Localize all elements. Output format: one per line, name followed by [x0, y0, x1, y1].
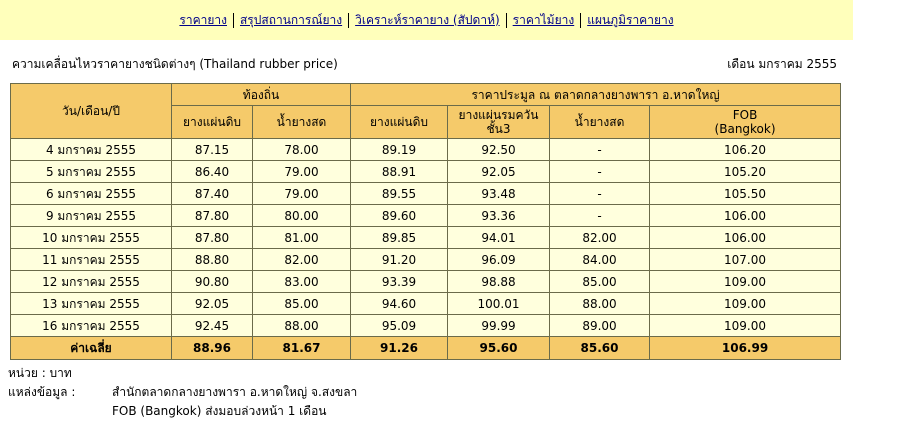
- header-market-latex: น้ำยางสด: [550, 106, 650, 139]
- row-date-cell: 5 มกราคม 2555: [11, 161, 172, 183]
- nav-divider: [580, 13, 581, 28]
- price-cell: 88.00: [550, 293, 650, 315]
- source-row-2: [8, 402, 357, 421]
- price-cell: 93.39: [351, 271, 448, 293]
- price-cell: 98.88: [448, 271, 550, 293]
- header-market-smoked-label: ยางแผ่นรมควัน ชั้น3: [458, 108, 539, 136]
- source-line-2: FOB (Bangkok) ส่งมอบล่วงหน้า 1 เดือน: [112, 404, 327, 418]
- price-cell: 92.05: [448, 161, 550, 183]
- average-cell: 81.67: [253, 337, 351, 360]
- price-cell: 83.00: [253, 271, 351, 293]
- header-fob-line1: FOB: [732, 108, 758, 122]
- average-label: ค่าเฉลี่ย: [11, 337, 172, 360]
- price-cell: 93.36: [448, 205, 550, 227]
- table-row: [11, 183, 841, 205]
- price-cell: -: [550, 139, 650, 161]
- price-cell: 105.20: [650, 161, 841, 183]
- price-cell: -: [550, 205, 650, 227]
- average-cell: 95.60: [448, 337, 550, 360]
- row-date-cell: 6 มกราคม 2555: [11, 183, 172, 205]
- nav-divider: [348, 13, 349, 28]
- table-row: [11, 139, 841, 161]
- price-cell: -: [550, 183, 650, 205]
- price-cell: 87.40: [172, 183, 253, 205]
- row-date-cell: 4 มกราคม 2555: [11, 139, 172, 161]
- row-date-cell: 10 มกราคม 2555: [11, 227, 172, 249]
- nav-link-rubberwood-price[interactable]: ราคาไม้ยาง: [512, 12, 575, 27]
- average-cell: 106.99: [650, 337, 841, 360]
- price-cell: 100.01: [448, 293, 550, 315]
- price-cell: 109.00: [650, 293, 841, 315]
- notes-section: [8, 364, 357, 421]
- nav-divider: [506, 13, 507, 28]
- price-cell: 88.91: [351, 161, 448, 183]
- average-cell: 91.26: [351, 337, 448, 360]
- price-cell: 106.20: [650, 139, 841, 161]
- price-cell: 95.09: [351, 315, 448, 337]
- header-fob: [650, 106, 841, 139]
- price-cell: 87.80: [172, 205, 253, 227]
- price-cell: 82.00: [253, 249, 351, 271]
- price-cell: 92.50: [448, 139, 550, 161]
- top-navigation-bar: [0, 0, 853, 40]
- table-row: [11, 271, 841, 293]
- source-label: แหล่งข้อมูล :: [8, 385, 76, 399]
- price-cell: 105.50: [650, 183, 841, 205]
- row-date-cell: 13 มกราคม 2555: [11, 293, 172, 315]
- price-cell: 106.00: [650, 227, 841, 249]
- price-cell: 99.99: [448, 315, 550, 337]
- unit-note: หน่วย : บาท: [8, 366, 72, 380]
- price-cell: 86.40: [172, 161, 253, 183]
- table-row: [11, 249, 841, 271]
- header-local-sheet: ยางแผ่นดิบ: [172, 106, 253, 139]
- table-row: [11, 315, 841, 337]
- price-cell: 92.05: [172, 293, 253, 315]
- header-market-smoked: [448, 106, 550, 139]
- price-cell: 84.00: [550, 249, 650, 271]
- price-cell: 80.00: [253, 205, 351, 227]
- price-cell: 82.00: [550, 227, 650, 249]
- nav-link-situation-summary[interactable]: สรุปสถานการณ์ยาง: [239, 12, 343, 27]
- nav-divider: [233, 13, 234, 28]
- price-cell: -: [550, 161, 650, 183]
- price-cell: 87.80: [172, 227, 253, 249]
- header-group-market: ราคาประมูล ณ ตลาดกลางยางพารา อ.หาดใหญ่: [351, 84, 841, 106]
- price-cell: 106.00: [650, 205, 841, 227]
- header-market-sheet: ยางแผ่นดิบ: [351, 106, 448, 139]
- price-cell: 89.60: [351, 205, 448, 227]
- price-cell: 79.00: [253, 183, 351, 205]
- average-cell: 88.96: [172, 337, 253, 360]
- price-cell: 89.00: [550, 315, 650, 337]
- price-cell: 89.19: [351, 139, 448, 161]
- month-label: เดือน มกราคม 2555: [727, 57, 837, 71]
- price-cell: 85.00: [253, 293, 351, 315]
- source-line-1: สำนักตลาดกลางยางพารา อ.หาดใหญ่ จ.สงขลา: [112, 385, 358, 399]
- price-cell: 94.60: [351, 293, 448, 315]
- source-indent: [8, 402, 112, 421]
- table-body: [11, 139, 841, 360]
- price-cell: 87.15: [172, 139, 253, 161]
- row-date-cell: 9 มกราคม 2555: [11, 205, 172, 227]
- nav-link-weekly-analysis[interactable]: วิเคราะห์ราคายาง (สัปดาห์): [355, 12, 500, 27]
- header-fob-line2: (Bangkok): [714, 122, 776, 136]
- header-date: วัน/เดือน/ปี: [11, 84, 172, 139]
- price-cell: 78.00: [253, 139, 351, 161]
- price-cell: 92.45: [172, 315, 253, 337]
- table-row: [11, 227, 841, 249]
- price-cell: 88.80: [172, 249, 253, 271]
- price-cell: 91.20: [351, 249, 448, 271]
- average-row: [11, 337, 841, 360]
- header-local-latex: น้ำยางสด: [253, 106, 351, 139]
- price-cell: 79.00: [253, 161, 351, 183]
- price-cell: 109.00: [650, 315, 841, 337]
- average-cell: 85.60: [550, 337, 650, 360]
- page-title: ความเคลื่อนไหวราคายางชนิดต่างๆ (Thailand rubber price): [12, 57, 338, 71]
- source-row: [8, 383, 357, 402]
- nav-link-price-chart[interactable]: แผนภูมิราคายาง: [587, 12, 674, 27]
- price-cell: 94.01: [448, 227, 550, 249]
- price-cell: 88.00: [253, 315, 351, 337]
- table-row: [11, 205, 841, 227]
- price-cell: 89.55: [351, 183, 448, 205]
- table-row: [11, 293, 841, 315]
- price-cell: 109.00: [650, 271, 841, 293]
- table-row: [11, 161, 841, 183]
- row-date-cell: 11 มกราคม 2555: [11, 249, 172, 271]
- nav-link-rubber-price[interactable]: ราคายาง: [179, 12, 227, 27]
- price-cell: 96.09: [448, 249, 550, 271]
- price-cell: 93.48: [448, 183, 550, 205]
- row-date-cell: 16 มกราคม 2555: [11, 315, 172, 337]
- row-date-cell: 12 มกราคม 2555: [11, 271, 172, 293]
- price-cell: 85.00: [550, 271, 650, 293]
- rubber-price-table: [10, 83, 841, 360]
- price-cell: 107.00: [650, 249, 841, 271]
- price-cell: 90.80: [172, 271, 253, 293]
- header-group-local: ท้องถิ่น: [172, 84, 351, 106]
- price-cell: 89.85: [351, 227, 448, 249]
- price-cell: 81.00: [253, 227, 351, 249]
